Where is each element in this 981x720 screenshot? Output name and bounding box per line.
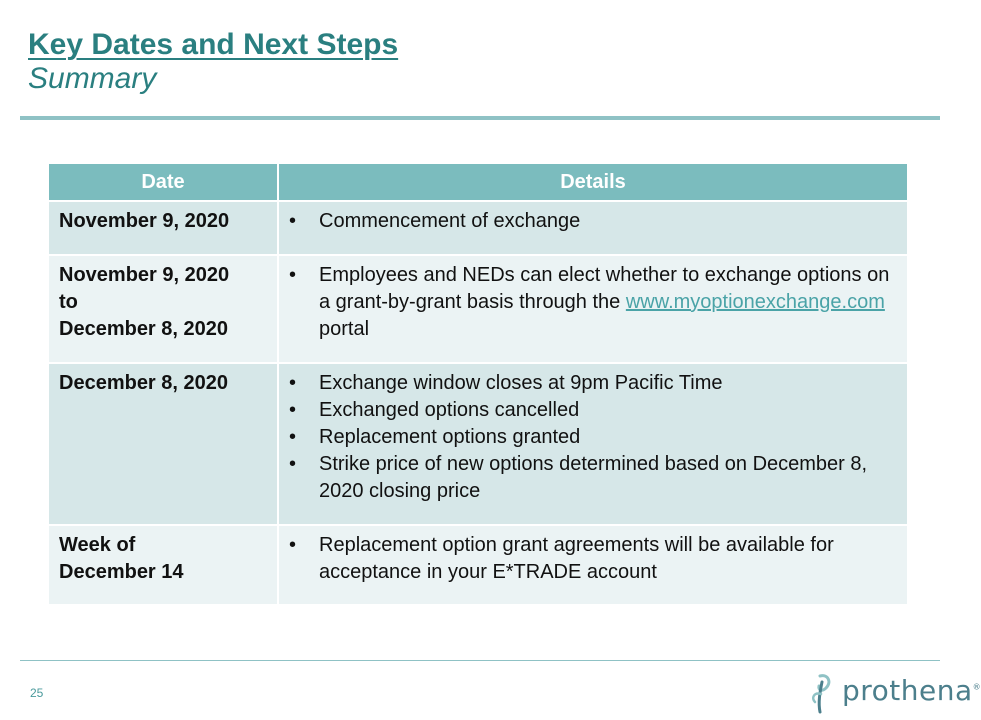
row-date (49, 526, 277, 604)
list-item: • Replacement option grant agreements will be available for acceptance in your E*TRADE account (289, 532, 897, 586)
date-line: Week of (59, 534, 136, 556)
row-details (279, 526, 907, 604)
table-row (49, 202, 907, 254)
date-line: December 8, 2020 (59, 318, 229, 340)
prothena-leaf-icon (806, 670, 840, 714)
header-details: Details (279, 164, 907, 200)
logo-wordmark (842, 674, 981, 707)
list-item: • Commencement of exchange (289, 208, 897, 235)
row-date (49, 256, 277, 362)
table-header-row (49, 164, 907, 200)
item-text: portal (319, 318, 370, 340)
footer-divider (20, 660, 940, 661)
logo-text: prothena (842, 674, 973, 707)
item-text: Employees and NEDs can elect whether to exchange options on a grant-by-grant basis through the (319, 264, 890, 313)
company-logo (806, 670, 981, 714)
key-dates-table (47, 162, 909, 606)
row-details (279, 364, 907, 524)
row-details (279, 256, 907, 362)
header-date: Date (49, 164, 277, 200)
date-line: December 14 (59, 561, 184, 583)
list-item: • Exchanged options cancelled (289, 397, 897, 424)
title-divider (20, 116, 940, 120)
slide-title: Key Dates and Next Steps (28, 28, 399, 61)
list-item: • Strike price of new options determined based on December 8, 2020 closing price (289, 451, 897, 505)
list-item (289, 262, 897, 343)
table-row (49, 526, 907, 604)
row-details (279, 202, 907, 254)
date-line: to (59, 291, 78, 313)
list-item: • Replacement options granted (289, 424, 897, 451)
row-date (49, 364, 277, 524)
slide-subtitle: Summary (28, 62, 157, 95)
portal-link[interactable]: www.myoptionexchange.com (625, 291, 885, 313)
date-line: November 9, 2020 (59, 264, 230, 286)
row-date (49, 202, 277, 254)
registered-mark: ® (972, 682, 981, 692)
page-number: 25 (30, 686, 44, 700)
date-line: November 9, 2020 (59, 210, 230, 232)
table-row (49, 364, 907, 524)
date-line: December 8, 2020 (59, 372, 229, 394)
list-item: • Exchange window closes at 9pm Pacific Time (289, 370, 897, 397)
table-row (49, 256, 907, 362)
